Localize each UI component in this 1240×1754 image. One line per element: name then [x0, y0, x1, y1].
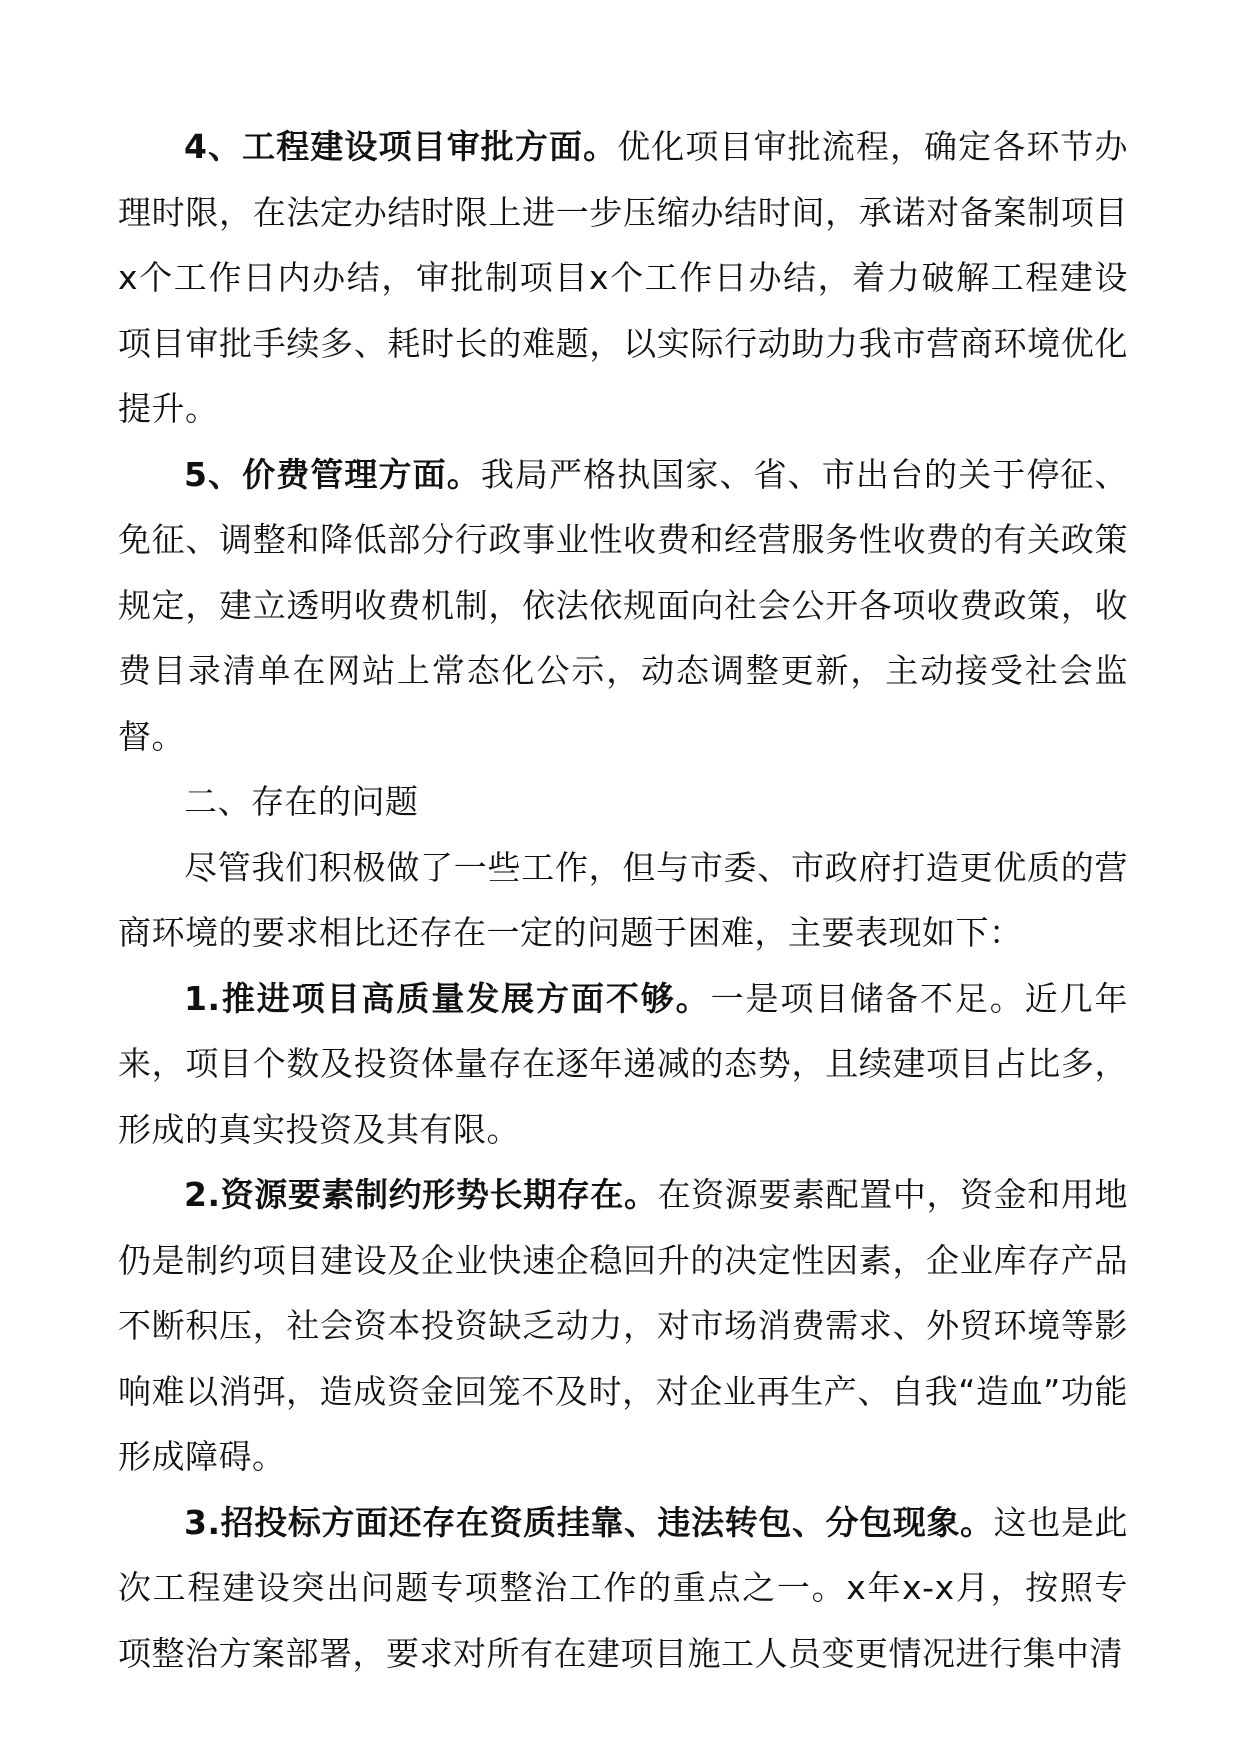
document-body	[118, 114, 1128, 1686]
paragraph-text: 尽管我们积极做了一些工作，但与市委、市政府打造更优质的营商环境的要求相比还存在一定的问题于困难，主要表现如下：	[118, 847, 1128, 952]
paragraph-heading: 1.推进项目高质量发展方面不够。	[184, 978, 711, 1018]
paragraph-text: 这也是此次工程建设突出问题专项整治工作的重点之一。x年x-x月，按照专项整治方案部署，要求对所有在建项目施工人员变更情况进行集中清	[118, 1502, 1129, 1673]
paragraph-problem-3	[118, 1490, 1128, 1687]
section-heading-problems	[118, 769, 1128, 835]
paragraph-heading: 5、价费管理方面。	[184, 454, 481, 494]
paragraph-text: 我局严格执国家、省、市出台的关于停征、免征、调整和降低部分行政事业性收费和经营服务性收费的有关政策规定，建立透明收费机制，依法依规面向社会公开各项收费政策，收费目录清单在网站上常态化公示，动态调整更新，主动接受社会监督。	[118, 454, 1128, 756]
paragraph-problem-1	[118, 966, 1128, 1163]
section-heading-text: 二、存在的问题	[184, 782, 419, 821]
paragraph-heading: 2.资源要素制约形势长期存在。	[184, 1175, 658, 1214]
paragraph-heading: 4、工程建设项目审批方面。	[184, 127, 618, 166]
paragraph-project-approval	[118, 114, 1128, 442]
paragraph-problems-intro	[118, 835, 1128, 966]
paragraph-text: 一是项目储备不足。近几年来，项目个数及投资体量存在逐年递减的态势，且续建项目占比多，形成的真实投资及其有限。	[118, 978, 1129, 1149]
paragraph-heading: 3.招投标方面还存在资质挂靠、违法转包、分包现象。	[184, 1502, 994, 1542]
paragraph-price-management	[118, 442, 1128, 770]
paragraph-problem-2	[118, 1162, 1128, 1490]
paragraph-text: 优化项目审批流程，确定各环节办理时限，在法定办结时限上进一步压缩办结时间，承诺对备案制项目x个工作日内办结，审批制项目x个工作日办结，着力破解工程建设项目审批手续多、耗时长的难题，以实际行动助力我市营商环境优化提升。	[118, 127, 1128, 428]
paragraph-text: 在资源要素配置中，资金和用地仍是制约项目建设及企业快速企稳回升的决定性因素，企业库存产品不断积压，社会资本投资缺乏动力，对市场消费需求、外贸环境等影响难以消弭，造成资金回笼不及时，对企业再生产、自我“造血”功能形成障碍。	[118, 1175, 1129, 1476]
